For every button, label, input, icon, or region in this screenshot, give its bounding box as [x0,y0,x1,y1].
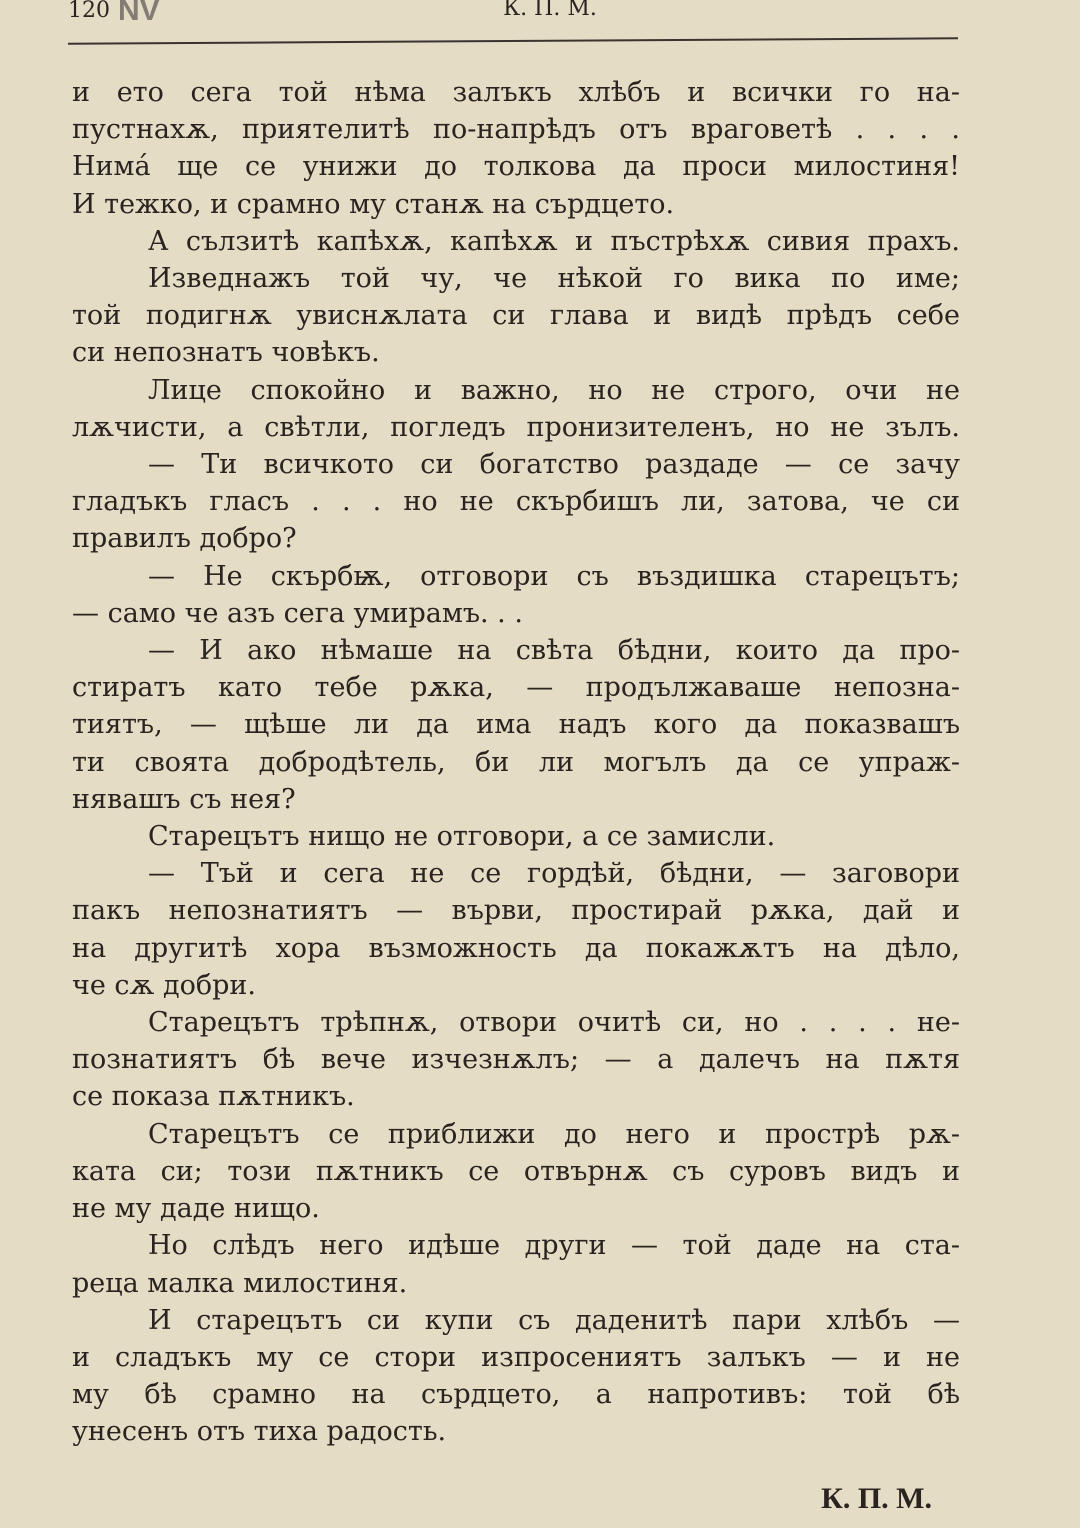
text-line: — Тъй и сега не се гордѣй, бѣдни, — заговори [148,858,960,890]
text-line: му бѣ срамно на сърдцето, а напротивъ: той бѣ [72,1379,960,1411]
text-line: правилъ добро? [72,523,297,555]
text-line: — Ти всичкото си богатство раздаде — се зачу [148,449,960,481]
text-line: той подигнѫ увиснѫлата си глава и видѣ прѣдъ себе [72,300,960,332]
text-line: лѫчисти, а свѣтли, погледъ пронизителенъ, но не зълъ. [72,411,960,443]
text-line: И старецътъ си купи съ даденитѣ пари хлѣбъ — [148,1304,960,1336]
text-line: че сѫ добри. [72,969,256,1001]
text-line: си непознатъ човѣкъ. [72,337,380,369]
text-line: гладъкъ гласъ . . . но не скърбишъ ли, затова, че си [72,486,960,518]
text-line: не му даде нищо. [72,1193,320,1225]
text-line: Нима́ ще се унижи до толкова да проси милостиня! [72,151,960,183]
text-line: — само че азъ сега умирамъ. . . [72,597,523,629]
text-line: се показа пѫтникъ. [72,1081,355,1113]
text-line: Но слѣдъ него идѣше други — той даде на ста- [148,1230,960,1262]
text-line: ката си; този пѫтникъ се отвърнѫ съ суровъ видъ и [72,1155,960,1187]
text-line: — И ако нѣмаше на свѣта бѣдни, които да про- [148,635,960,667]
text-line: Старецътъ се приближи до него и прострѣ рѫ- [148,1118,960,1150]
text-line: ти своята добродѣтель, би ли могълъ да се упраж- [72,746,960,778]
text-line: и сладъкъ му се стори изпросениятъ залъкъ — и не [72,1341,960,1373]
text-line: тиятъ, — щѣше ли да има надъ кого да показвашъ [72,709,960,741]
text-line: стиратъ като тебе рѫка, — продължаваше непозна- [72,672,960,704]
text-line: реца малка милостиня. [72,1267,408,1299]
text-line: Старецътъ нищо не отговори, а се замисли. [148,821,776,853]
page-number: 120 [68,0,110,23]
text-line: Старецътъ трѣпнѫ, отвори очитѣ си, но . . . . не- [148,1007,960,1039]
running-title: К. П. М. [503,0,597,21]
text-line: унесенъ отъ тиха радость. [72,1416,447,1448]
text-line: на другитѣ хора възможность да покажѫтъ на дѣло, [72,932,960,964]
text-line: — Не скърбѭ, отговори съ въздишка старецътъ; [148,560,960,592]
text-line: и ето сега той нѣма залъкъ хлѣбъ и всички го на- [72,77,960,108]
library-stamp: NV [118,0,160,27]
body-text [72,74,960,1451]
author-signature: К. П. М. [821,1482,932,1515]
text-line: И тежко, и срамно му станѫ на сърдцето. [72,188,675,220]
header-rule [68,37,958,44]
text-line: пустнахѫ, приятелитѣ по-напрѣдъ отъ враговетѣ . . . . [72,114,960,146]
text-line: А сълзитѣ капѣхѫ, капѣхѫ и пъстрѣхѫ сивия прахъ. [148,225,960,257]
text-line: пакъ непознатиятъ — върви, простирай рѫка, дай и [72,895,960,927]
text-line: Лице спокойно и важно, но не строго, очи не [148,374,960,406]
text-line: нявашъ съ нея? [72,783,296,815]
text-line: познатиятъ бѣ вече изчезнѫлъ; — а далечъ на пѫтя [72,1044,960,1076]
text-line: Изведнажъ той чу, че нѣкой го вика по име; [148,263,960,295]
